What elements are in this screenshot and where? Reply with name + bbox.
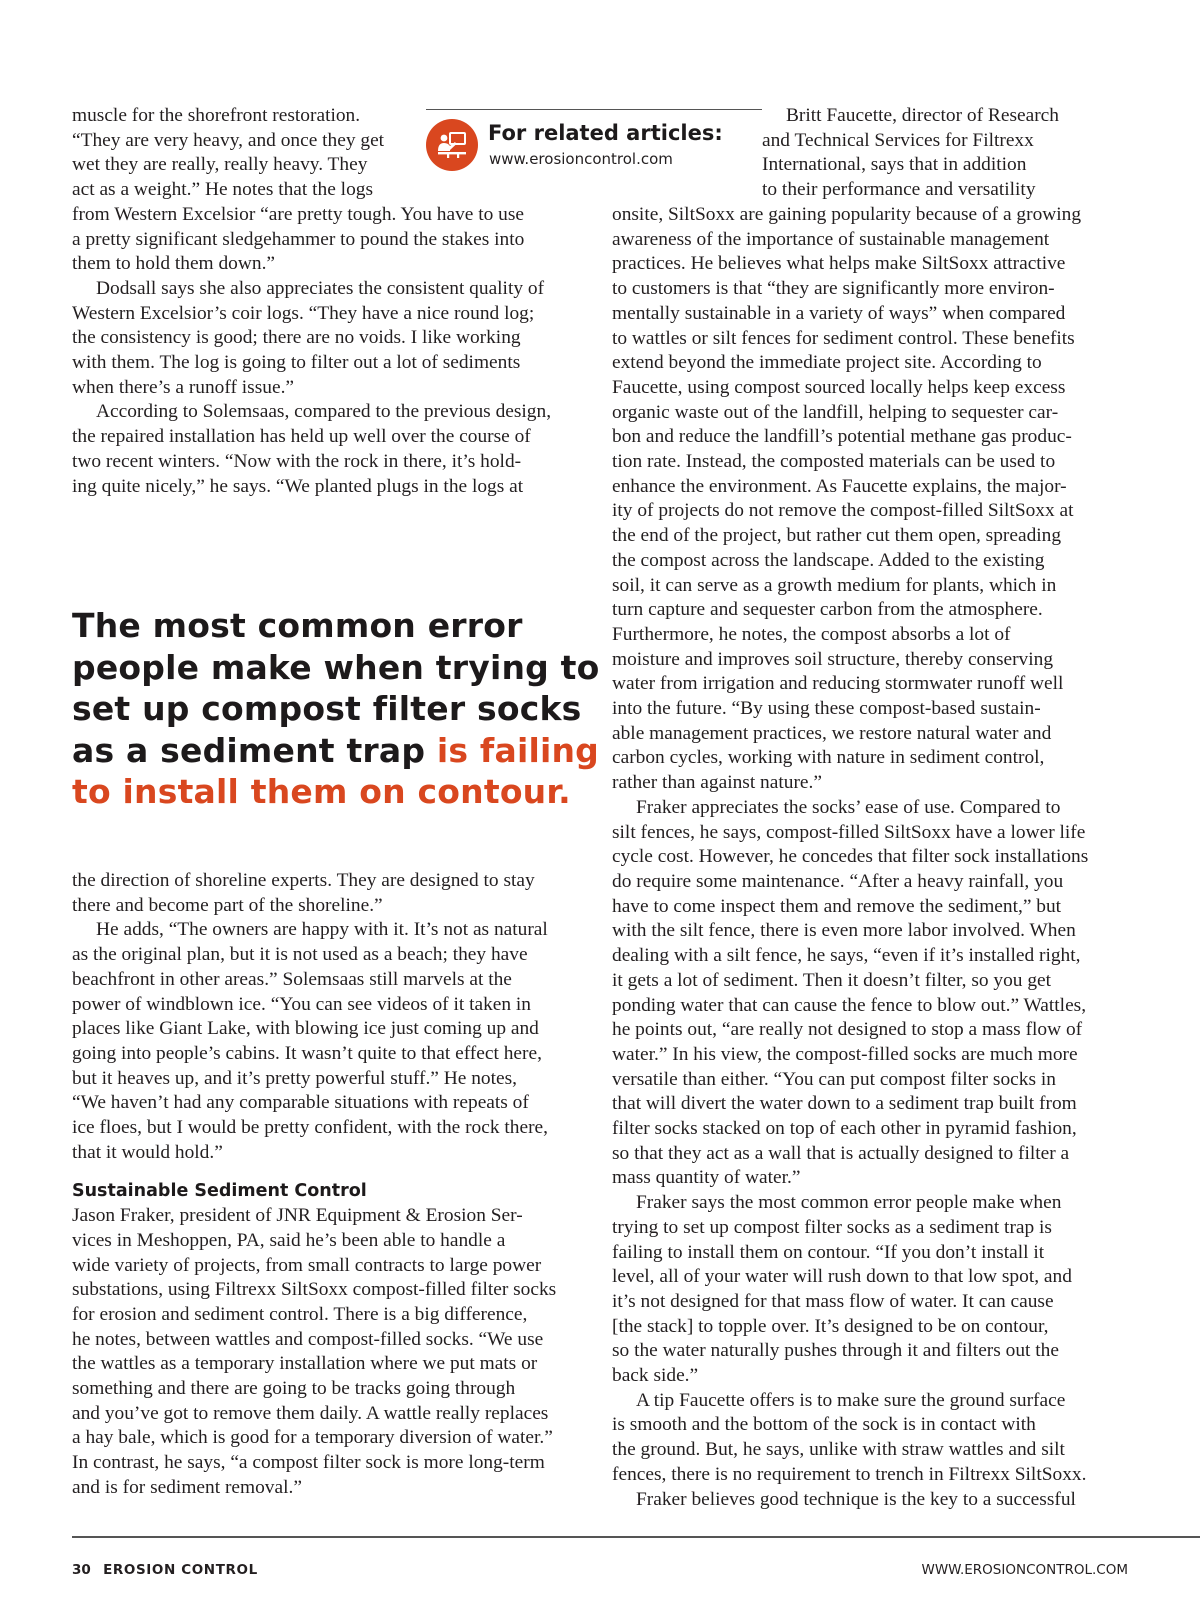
text-line: tion rate. Instead, the composted materials can be used to — [612, 451, 1056, 473]
text-line: them to hold them down.” — [72, 253, 276, 275]
text-line: the direction of shoreline experts. They are designed to stay — [72, 870, 535, 891]
text-line: level, all of your water will rush down to that low spot, and — [612, 1266, 1072, 1288]
text-line: from Western Excelsior “are pretty tough. You have to use — [72, 203, 525, 225]
text-line: the consistency is good; there are no voids. I like working — [72, 327, 521, 349]
right-column-main-text — [612, 203, 1152, 1512]
text-line: According to Solemsaas, compared to the previous design, — [96, 401, 552, 423]
text-line: and you’ve got to remove them daily. A wattle really replaces — [72, 1402, 549, 1424]
pull-quote-highlight: is failing — [436, 730, 599, 770]
text-line: that will divert the water down to a sediment trap built from — [612, 1093, 1077, 1115]
text-line: able management practices, we restore natural water and — [612, 722, 1052, 744]
text-line: Faucette, using compost sourced locally helps keep excess — [612, 376, 1066, 398]
pull-quote-line — [72, 771, 592, 813]
text-line: ponding water that can cause the fence to blow out.” Wattles, — [612, 994, 1087, 1016]
text-line: going into people’s cabins. It wasn’t quite to that effect here, — [72, 1042, 542, 1064]
text-line: with the silt fence, there is even more labor involved. When — [612, 920, 1076, 942]
text-line: awareness of the importance of sustainable management — [612, 228, 1050, 250]
related-articles-callout[interactable] — [426, 109, 762, 169]
text-line: water.” In his view, the compost-filled socks are much more — [612, 1043, 1078, 1065]
text-line: fences, there is no requirement to trench in Filtrexx SiltSoxx. — [612, 1463, 1087, 1485]
text-line: “They are very heavy, and once they get — [72, 129, 385, 151]
paragraph — [72, 277, 592, 401]
text-line: Furthermore, he notes, the compost absorbs a lot of — [612, 623, 1011, 645]
text-line: Jason Fraker, president of JNR Equipment & Erosion Ser- — [72, 1205, 523, 1227]
related-articles-link[interactable]: www.erosioncontrol.com — [489, 150, 673, 168]
text-line: [the stack] to topple over. It’s designed to be on contour, — [612, 1315, 1049, 1337]
text-line: back side.” — [612, 1365, 699, 1387]
text-line: muscle for the shorefront restoration. — [72, 105, 361, 126]
text-line: the end of the project, but rather cut them open, spreading — [612, 525, 1062, 547]
text-line: is smooth and the bottom of the sock is in contact with — [612, 1414, 1036, 1436]
left-column-lower — [72, 869, 592, 1501]
pull-quote-line: as a sediment trap is failing — [72, 730, 599, 770]
text-line: and Technical Services for Filtrexx — [762, 129, 1034, 151]
text-line: ing quite nicely,” he says. “We planted plugs in the logs at — [72, 475, 524, 497]
paragraph — [612, 796, 1152, 1191]
pull-quote-highlight: to install them on contour. — [72, 772, 571, 811]
text-line: onsite, SiltSoxx are gaining popularity because of a growing — [612, 204, 1082, 225]
text-line: it gets a lot of sediment. Then it doesn’t filter, so you get — [612, 969, 1052, 991]
paragraph — [762, 104, 1142, 203]
text-line: Britt Faucette, director of Research — [786, 105, 1059, 126]
text-line: that it would hold.” — [72, 1141, 223, 1163]
text-line: something and there are going to be tracks going through — [72, 1378, 516, 1400]
text-line: “We haven’t had any comparable situations with repeats of — [72, 1092, 529, 1114]
text-line: trying to set up compost filter socks as a sediment trap is — [612, 1216, 1052, 1238]
paragraph — [612, 1191, 1152, 1389]
text-line: there and become part of the shoreline.” — [72, 894, 383, 916]
text-line: a hay bale, which is good for a temporary diversion of water.” — [72, 1427, 553, 1449]
right-column-top-text — [762, 104, 1142, 203]
text-line: ity of projects do not remove the compost-filled SiltSoxx at — [612, 500, 1074, 522]
text-line: mass quantity of water.” — [612, 1167, 801, 1189]
paragraph — [612, 1389, 1152, 1488]
text-line: it’s not designed for that mass flow of water. It can cause — [612, 1290, 1054, 1312]
text-line: to customers is that “they are significantly more environ- — [612, 278, 1055, 300]
footer-website[interactable]: WWW.EROSIONCONTROL.COM — [921, 1562, 1128, 1578]
text-line: substations, using Filtrexx SiltSoxx compost-filled filter socks — [72, 1279, 557, 1301]
text-line: he points out, “are really not designed to stop a mass flow of — [612, 1019, 1083, 1041]
text-line: cycle cost. However, he concedes that filter sock installations — [612, 846, 1089, 868]
section-subhead: Sustainable Sediment Control — [72, 1181, 367, 1202]
text-line: silt fences, he says, compost-filled SiltSoxx have a lower life — [612, 821, 1086, 843]
text-line: beachfront in other areas.” Solemsaas still marvels at the — [72, 968, 512, 990]
text-line: to wattles or silt fences for sediment control. These benefits — [612, 327, 1075, 349]
text-line: when there’s a runoff issue.” — [72, 376, 295, 398]
footer-folio — [72, 1562, 258, 1578]
text-line: power of windblown ice. “You can see videos of it taken in — [72, 993, 531, 1015]
text-line: so the water naturally pushes through it and filters out the — [612, 1340, 1059, 1362]
text-line: do require some maintenance. “After a heavy rainfall, you — [612, 870, 1064, 892]
text-line: rather than against nature.” — [612, 772, 822, 794]
text-line: International, says that in addition — [762, 154, 1027, 176]
text-line: carbon cycles, working with nature in sediment control, — [612, 747, 1045, 769]
text-line: practices. He believes what helps make SiltSoxx attractive — [612, 253, 1066, 275]
text-line: two recent winters. “Now with the rock in there, it’s hold- — [72, 450, 522, 472]
text-line: filter socks stacked on top of each other in pyramid fashion, — [612, 1118, 1077, 1140]
text-line: places like Giant Lake, with blowing ice just coming up and — [72, 1018, 539, 1040]
text-line: failing to install them on contour. “If you don’t install it — [612, 1241, 1045, 1263]
paragraph — [72, 918, 592, 1165]
text-line: Fraker believes good technique is the key to a successful — [636, 1488, 1076, 1510]
text-line: dealing with a silt fence, he says, “even if it’s installed right, — [612, 945, 1081, 967]
text-line: vices in Meshoppen, PA, said he’s been able to handle a — [72, 1229, 506, 1251]
text-line: the wattles as a temporary installation where we put mats or — [72, 1353, 538, 1375]
paragraph — [72, 400, 592, 499]
text-line: a pretty significant sledgehammer to pound the stakes into — [72, 228, 525, 250]
text-line: with them. The log is going to filter out a lot of sediments — [72, 352, 521, 374]
text-line: the ground. But, he says, unlike with straw wattles and silt — [612, 1439, 1065, 1461]
pull-quote — [72, 605, 600, 813]
text-line: wide variety of projects, from small contracts to large power — [72, 1254, 542, 1276]
text-line: Western Excelsior’s coir logs. “They have a nice round log; — [72, 302, 535, 324]
text-line: In contrast, he says, “a compost filter sock is more long-term — [72, 1452, 545, 1474]
publication-name: EROSION CONTROL — [103, 1562, 258, 1578]
text-line: wet they are really, really heavy. They — [72, 154, 368, 176]
text-line: he notes, between wattles and compost-filled socks. “We use — [72, 1328, 544, 1350]
footer-divider — [72, 1536, 1200, 1538]
text-line: the repaired installation has held up well over the course of — [72, 426, 531, 448]
text-line: ice floes, but I would be pretty confident, with the rock there, — [72, 1117, 548, 1139]
text-line: organic waste out of the landfill, helping to sequester car- — [612, 401, 1059, 423]
text-line: the compost across the landscape. Added to the existing — [612, 549, 1045, 571]
text-line: so that they act as a wall that is actually designed to filter a — [612, 1142, 1070, 1164]
text-line: Fraker appreciates the socks’ ease of use. Compared to — [636, 796, 1061, 818]
text-line: A tip Faucette offers is to make sure the ground surface — [636, 1389, 1066, 1411]
text-line: for erosion and sediment control. There is a big difference, — [72, 1303, 528, 1325]
text-line: but it heaves up, and it’s pretty powerful stuff.” He notes, — [72, 1067, 517, 1089]
paragraph — [72, 1204, 592, 1500]
text-line: bon and reduce the landfill’s potential methane gas produc- — [612, 426, 1072, 448]
text-line: as the original plan, but it is not used as a beach; they have — [72, 944, 528, 966]
paragraph — [72, 869, 592, 918]
text-line: Dodsall says she also appreciates the consistent quality of — [96, 277, 545, 299]
callout-divider — [426, 109, 762, 110]
text-line: water from irrigation and reducing stormwater runoff well — [612, 673, 1064, 695]
people-presentation-icon — [426, 119, 478, 171]
text-line: into the future. “By using these compost-based sustain- — [612, 698, 1041, 720]
related-articles-title: For related articles: — [488, 121, 723, 145]
text-line: and is for sediment removal.” — [72, 1476, 302, 1498]
text-line: extend beyond the immediate project site. According to — [612, 352, 1042, 374]
text-line: act as a weight.” He notes that the logs — [72, 179, 373, 201]
text-line: versatile than either. “You can put compost filter socks in — [612, 1068, 1056, 1090]
text-line: mentally sustainable in a variety of ways” when compared — [612, 302, 1066, 324]
text-line: He adds, “The owners are happy with it. It’s not as natural — [96, 919, 548, 941]
pull-quote-line: set up compost filter socks — [72, 689, 582, 728]
text-line: Fraker says the most common error people make when — [636, 1192, 1062, 1214]
left-column-bottom-text — [72, 1204, 592, 1500]
paragraph — [612, 1488, 1152, 1513]
left-column-middle-text — [72, 869, 592, 1165]
pull-quote-line: people make when trying to — [72, 647, 600, 687]
page-number: 30 — [72, 1562, 91, 1578]
text-line: enhance the environment. As Faucette explains, the major- — [612, 475, 1067, 497]
pull-quote-line: The most common error — [72, 606, 523, 645]
text-line: have to come inspect them and remove the sediment,” but — [612, 895, 1062, 917]
text-line: moisture and improves soil structure, thereby conserving — [612, 648, 1054, 670]
text-line: to their performance and versatility — [762, 179, 1036, 201]
text-line: soil, it can serve as a growth medium for plants, which in — [612, 574, 1057, 596]
paragraph — [612, 203, 1152, 796]
text-line: turn capture and sequester carbon from the atmosphere. — [612, 599, 1043, 621]
